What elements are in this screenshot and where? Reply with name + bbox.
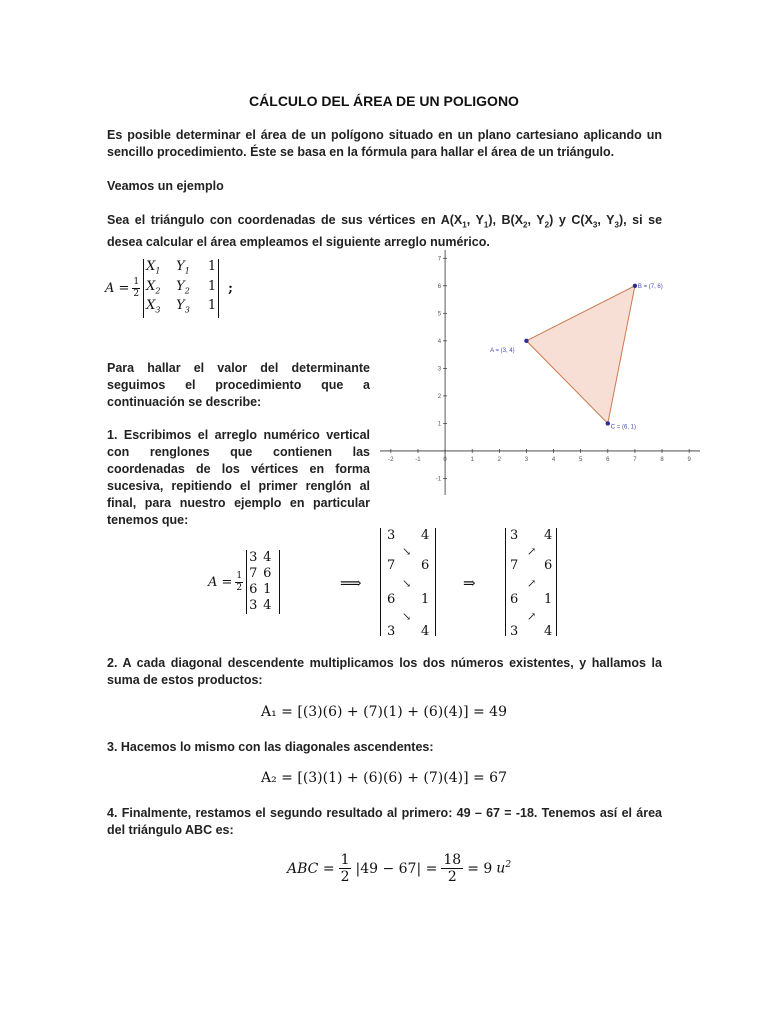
asc-mat-right-2: 1	[544, 592, 553, 607]
final-equation	[287, 852, 511, 885]
vertex-matrix-cell-3-1: 4	[263, 598, 272, 613]
vertex-matrix-cell-2-1: 1	[263, 582, 272, 597]
x-tick-label: 3	[524, 456, 529, 463]
x-tick-label: 6	[606, 456, 610, 463]
desc-mat-left-0: 3	[387, 528, 396, 543]
final-absolute-value: |49 − 67| =	[355, 860, 438, 877]
ascending-diagonal-matrix	[505, 528, 557, 639]
descending-diagonal-matrix	[380, 528, 436, 639]
x-tick-label: 0	[443, 456, 447, 463]
matrix-equation	[208, 550, 280, 614]
step-4: 4. Finalmente, restamos el segundo resultado al primero: 49 – 67 = -18. Tenemos así el área del triángulo ABC es:	[107, 806, 662, 837]
desc-mat-left-1: 7	[387, 558, 396, 573]
x-tick-label: 7	[633, 456, 637, 463]
y-tick-label: 4	[437, 338, 442, 345]
asc-mat-right-1: 6	[544, 558, 553, 573]
vertex-matrix-cell-3-0: 3	[249, 598, 258, 613]
asc-mat-right-3: 4	[544, 624, 553, 639]
asc-mat-left-1: 7	[510, 558, 519, 573]
page-title: CÁLCULO DEL ÁREA DE UN POLIGONO	[249, 93, 519, 109]
y-tick-label: -1	[435, 476, 442, 483]
matrix-y-3: $Y_3$	[176, 298, 190, 315]
implies-arrow-1: ⟹	[340, 574, 362, 592]
matrix-x-2: $X_2$	[146, 278, 161, 296]
ascending-arrow-icon: ↗	[527, 545, 537, 558]
x-tick-label: -1	[415, 456, 421, 463]
descending-arrow-icon: ↘	[402, 545, 412, 558]
descending-arrow-icon: ↘	[402, 577, 412, 590]
matrix-y-1: $Y_1$	[176, 259, 190, 276]
desc-mat-right-2: 1	[421, 592, 430, 607]
final-lhs: ABC =	[287, 860, 335, 877]
x-tick-label: 4	[551, 456, 556, 463]
final-fraction-eighteen: $\frac{18}{2}$	[443, 852, 462, 885]
x-tick-label: 9	[687, 456, 691, 463]
y-tick-label: 3	[437, 366, 442, 373]
vertex-point	[633, 284, 637, 288]
vertex-point	[524, 339, 528, 343]
formula-lhs: A =	[105, 280, 130, 296]
y-tick-label: 5	[437, 311, 442, 318]
ascending-arrow-icon: ↗	[527, 577, 537, 590]
x-tick-label: 2	[497, 456, 501, 463]
desc-mat-left-2: 6	[387, 592, 396, 607]
final-unit: $u^2$	[496, 860, 512, 877]
x-tick-label: 5	[579, 456, 583, 463]
intro-paragraph: Es posible determinar el área de un polígono situado en un plano cartesiano aplicando un sencillo procedimiento. Éste se basa en la fórmula para hallar el área de un triángulo.	[107, 128, 662, 159]
matrix-one-2: 1	[207, 278, 217, 294]
triangle-sentence: Sea el triángulo con coordenadas de sus vértices en $A(X_1$, $Y_1$), $B(X_2$, $Y_2$) y $C(X_3$, $Y_3$), si se desea calcular el área empleamos el siguiente arreglo numérico.	[107, 213, 663, 249]
x-tick-label: -2	[388, 456, 394, 463]
matrix-y-2: $Y_2$	[176, 278, 190, 296]
formula-fraction: $\frac{1}{2}$	[133, 276, 140, 299]
asc-mat-left-2: 6	[510, 592, 519, 607]
matrix-one-3: 1	[207, 298, 217, 314]
triangle-polygon	[526, 286, 634, 424]
vertex-matrix-cell-0-1: 4	[263, 550, 272, 565]
vertex-matrix	[246, 550, 280, 614]
asc-mat-left-0: 3	[510, 528, 519, 543]
final-fraction-half: $\frac{1}{2}$	[340, 852, 350, 885]
equation-a1: A₁ = [(3)(6) + (7)(1) + (6)(4)] = 49	[261, 704, 507, 720]
desc-mat-right-1: 6	[421, 558, 430, 573]
matrix-fraction: $\frac{1}{2}$	[236, 570, 243, 593]
vertex-matrix-cell-2-0: 6	[249, 582, 258, 597]
vertex-point	[606, 421, 610, 425]
vertex-matrix-cell-1-0: 7	[249, 566, 258, 581]
step-1: 1. Escribimos el arreglo numérico vertical con renglones que contienen las coordenadas de los vértices en forma sucesiva, repitiendo el primer renglón al final, para nuestro ejemplo en particular tenemos que:	[107, 428, 370, 527]
vertex-matrix-cell-0-0: 3	[249, 550, 258, 565]
determinant-matrix	[143, 259, 219, 318]
y-tick-label: 6	[437, 283, 442, 290]
implies-arrow-2: ⇒	[463, 574, 476, 592]
desc-mat-right-3: 4	[421, 624, 430, 639]
vertex-label: B = (7, 6)	[637, 283, 663, 290]
vertex-label: C = (6, 1)	[610, 424, 636, 431]
desc-mat-right-0: 4	[421, 528, 430, 543]
y-tick-label: 1	[437, 421, 442, 428]
final-result: = 9	[467, 860, 493, 877]
x-tick-label: 8	[660, 456, 664, 463]
step-3: 3. Hacemos lo mismo con las diagonales ascendentes:	[107, 740, 434, 754]
vertex-label: A = (3, 4)	[490, 347, 515, 354]
matrix-one-1: 1	[207, 259, 217, 274]
asc-mat-right-0: 4	[544, 528, 553, 543]
equation-a2: A₂ = [(3)(1) + (6)(6) + (7)(4)] = 67	[261, 770, 507, 786]
matrix-x-1: $X_1$	[146, 259, 161, 276]
step-2: 2. A cada diagonal descendente multiplicamos los dos números existentes, y hallamos la suma de estos productos:	[107, 656, 662, 687]
descending-arrow-icon: ↘	[402, 610, 412, 623]
y-tick-label: 7	[437, 256, 442, 263]
matrix-x-3: $X_3$	[146, 298, 161, 315]
desc-mat-left-3: 3	[387, 624, 396, 639]
y-tick-label: 2	[437, 393, 442, 400]
vertex-matrix-cell-1-1: 6	[263, 566, 272, 581]
step-intro: Para hallar el valor del determinante seguimos el procedimiento que a continuación se describe:	[107, 361, 370, 409]
asc-mat-left-3: 3	[510, 624, 519, 639]
matrix-lhs: A =	[208, 574, 233, 590]
triangle-chart	[380, 250, 700, 495]
area-formula	[105, 259, 233, 318]
formula-semicolon: ;	[228, 280, 233, 296]
example-heading: Veamos un ejemplo	[107, 179, 224, 193]
ascending-arrow-icon: ↗	[527, 610, 537, 623]
x-tick-label: 1	[470, 456, 474, 463]
